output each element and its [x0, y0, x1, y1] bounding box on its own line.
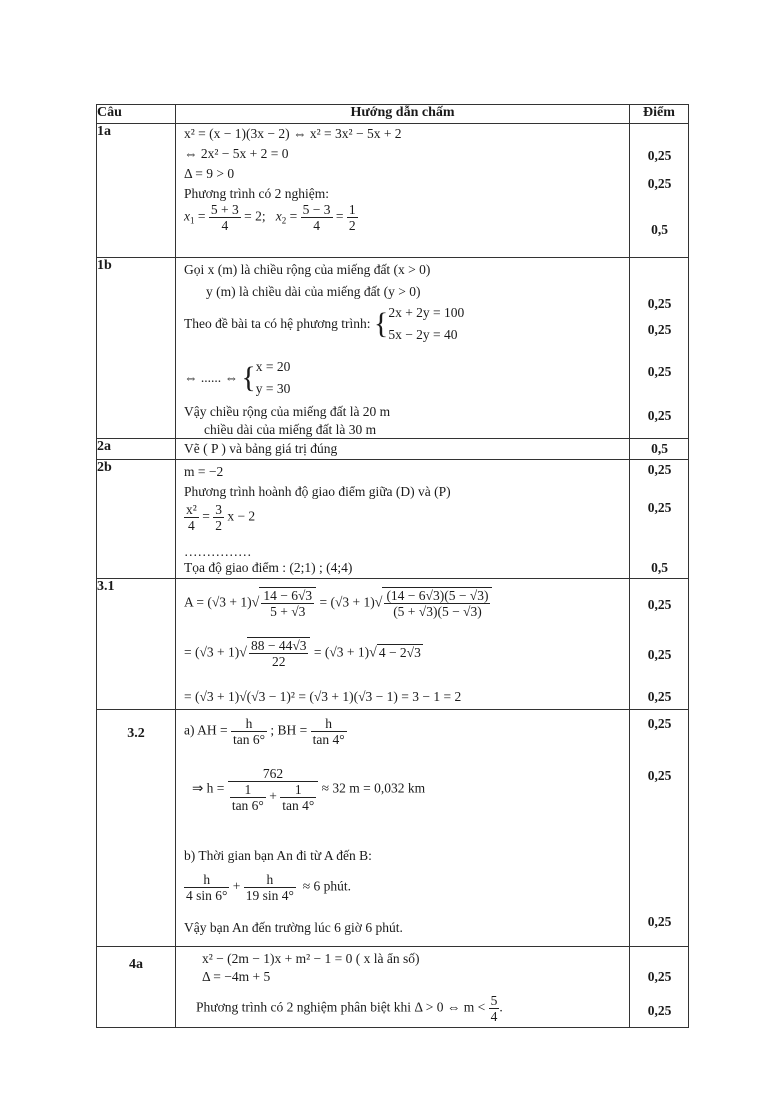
score-value: 0,25: [647, 500, 672, 515]
score-cell: [630, 124, 689, 258]
header-guide: Hướng dẫn chấm: [176, 105, 630, 124]
text-line: Vẽ ( P ) và bảng giá trị đúng: [184, 441, 338, 456]
text-line: x² − (2m − 1)x + m² − 1 = 0 ( x là ẩn số): [202, 951, 420, 966]
expression-line: = (√3 + 1)√(√3 − 1)² = (√3 + 1)(√3 − 1) = 3 − 1 = 2: [184, 689, 462, 704]
score-value: 0,25: [647, 597, 672, 612]
guide-cell: [176, 258, 630, 439]
score-cell: [630, 710, 689, 947]
text-line: Vậy chiều rộng của miếng đất là 20 m: [184, 404, 391, 419]
row-4a: [97, 947, 689, 1028]
expression-line: Phương trình có 2 nghiệm phân biệt khi Δ > 0 ⇔ m < $\frac{5}{4}$ .: [196, 993, 503, 1024]
text-line: y (m) là chiều dài của miếng đất (y > 0): [206, 284, 421, 299]
expression-line: = (√3 + 1)√ $\frac{88 - 44√3}{22}$ = (√3 + 1)√ 4 − 2√3: [184, 638, 421, 669]
score-cell: [630, 947, 689, 1028]
system-equation: Theo đề bài ta có hệ phương trình: {2x + 2y = 100 5x − 2y = 40: [184, 305, 465, 342]
expression-line: $\frac{h}{4 \sin 6^\circ}$ + $\frac{h}{19 \sin 4^\circ}$ ≈ 6 phút.: [186, 872, 351, 903]
score-value: 0,5: [651, 560, 668, 575]
grading-sheet: [96, 104, 688, 1028]
header-score: Điểm: [630, 105, 689, 124]
question-label: 1b: [97, 258, 176, 439]
guide-cell: [176, 579, 630, 710]
text-line: b) Thời gian bạn An đi từ A đến B:: [184, 848, 372, 863]
row-2a: [97, 439, 689, 460]
score-value: 0,25: [647, 969, 672, 984]
score-value: 0,25: [647, 364, 672, 379]
text-line: Δ = −4m + 5: [202, 969, 271, 984]
score-value: 0,25: [647, 148, 672, 163]
text-line: ⇔ 2x² − 5x + 2 = 0: [184, 146, 289, 161]
score-value: 0,25: [647, 914, 672, 929]
text-line: Tọa độ giao điểm : (2;1) ; (4;4): [184, 560, 353, 575]
row-3-2: [97, 710, 689, 947]
score-value: 0,25: [647, 322, 672, 337]
question-label: 3.1: [97, 579, 176, 710]
score-value: 0,25: [647, 408, 672, 423]
grading-table: [96, 104, 689, 1028]
intersection-equation: $\frac{\text{x²}}{4}$ = $\frac{3}{2}$ x − 2: [186, 502, 256, 533]
expression-line: a) AH = $\frac{h}{\tan 6^\circ}$ ; BH = $\frac{h}{\tan 4^\circ}$: [184, 716, 345, 747]
text-line: Phương trình có 2 nghiệm:: [184, 186, 329, 201]
row-2b: [97, 460, 689, 579]
question-label: 1a: [97, 124, 176, 258]
score-cell: [630, 579, 689, 710]
text-line: chiều dài của miếng đất là 30 m: [204, 422, 377, 437]
fraction: $\frac{5 - 3}{4}$: [302, 202, 331, 233]
expression-line: A = (√3 + 1)√ $\frac{14 - 6√3}{5 + √3}$ = (√3 + 1)√ $\frac{(14 - 6√3)(5 - √3)}{(5 + √3)(5 - √3)}$: [184, 587, 492, 619]
guide-cell: [176, 439, 630, 460]
text-line: Gọi x (m) là chiều rộng của miếng đất (x > 0): [184, 262, 431, 277]
text-line: Vậy bạn An đến trường lúc 6 giờ 6 phút.: [184, 920, 403, 935]
row-1b: [97, 258, 689, 439]
question-label: 3.2: [97, 710, 176, 947]
score-value: 0,25: [647, 716, 672, 731]
text-line: x² = (x − 1)(3x − 2) ⇔ x² = 3x² − 5x + 2: [184, 126, 402, 141]
header-row: [97, 105, 689, 124]
text-line: m = −2: [184, 464, 224, 479]
score-cell: [630, 439, 689, 460]
score-value: 0,25: [647, 462, 672, 477]
roots-formula: $x_1$ = $\frac{5 + 3}{4}$ = 2; $x_2$ = $\frac{5 - 3}{4}$ = $\frac{1}{2}$: [184, 202, 356, 233]
fraction: $\frac{5 + 3}{4}$: [210, 202, 239, 233]
guide-cell: [176, 710, 630, 947]
score-cell: [630, 258, 689, 439]
fraction: $\frac{1}{2}$: [348, 202, 356, 233]
score-value: 0,25: [647, 689, 672, 704]
score-value: 0,5: [651, 441, 668, 456]
system-solution: ⇔ ...... ⇔ {x = 20 y = 30: [184, 359, 291, 396]
text-line: Δ = 9 > 0: [184, 166, 235, 181]
score-cell: [630, 460, 689, 579]
question-label: 4a: [97, 947, 176, 1028]
score-value: 0,25: [647, 176, 672, 191]
question-label: 2b: [97, 460, 176, 579]
row-3-1: [97, 579, 689, 710]
expression-line: ⇒ h = 762 $\frac{1}{\tan 6^\circ}$ + $\frac{1}{\tan 4^\circ}$ ≈ 32 m = 0,032 km: [192, 766, 426, 813]
score-value: 0,25: [647, 1003, 672, 1018]
score-value: 0,25: [647, 647, 672, 662]
header-question: Câu: [97, 105, 176, 124]
text-line: Phương trình hoành độ giao điểm giữa (D) và (P): [184, 484, 451, 499]
guide-cell: [176, 460, 630, 579]
question-label: 2a: [97, 439, 176, 460]
score-value: 0,25: [647, 768, 672, 783]
score-value: 0,5: [651, 222, 668, 237]
guide-cell: [176, 947, 630, 1028]
guide-cell: [176, 124, 630, 258]
score-value: 0,25: [647, 296, 672, 311]
row-1a: [97, 124, 689, 258]
text-line: ……………: [184, 544, 252, 559]
